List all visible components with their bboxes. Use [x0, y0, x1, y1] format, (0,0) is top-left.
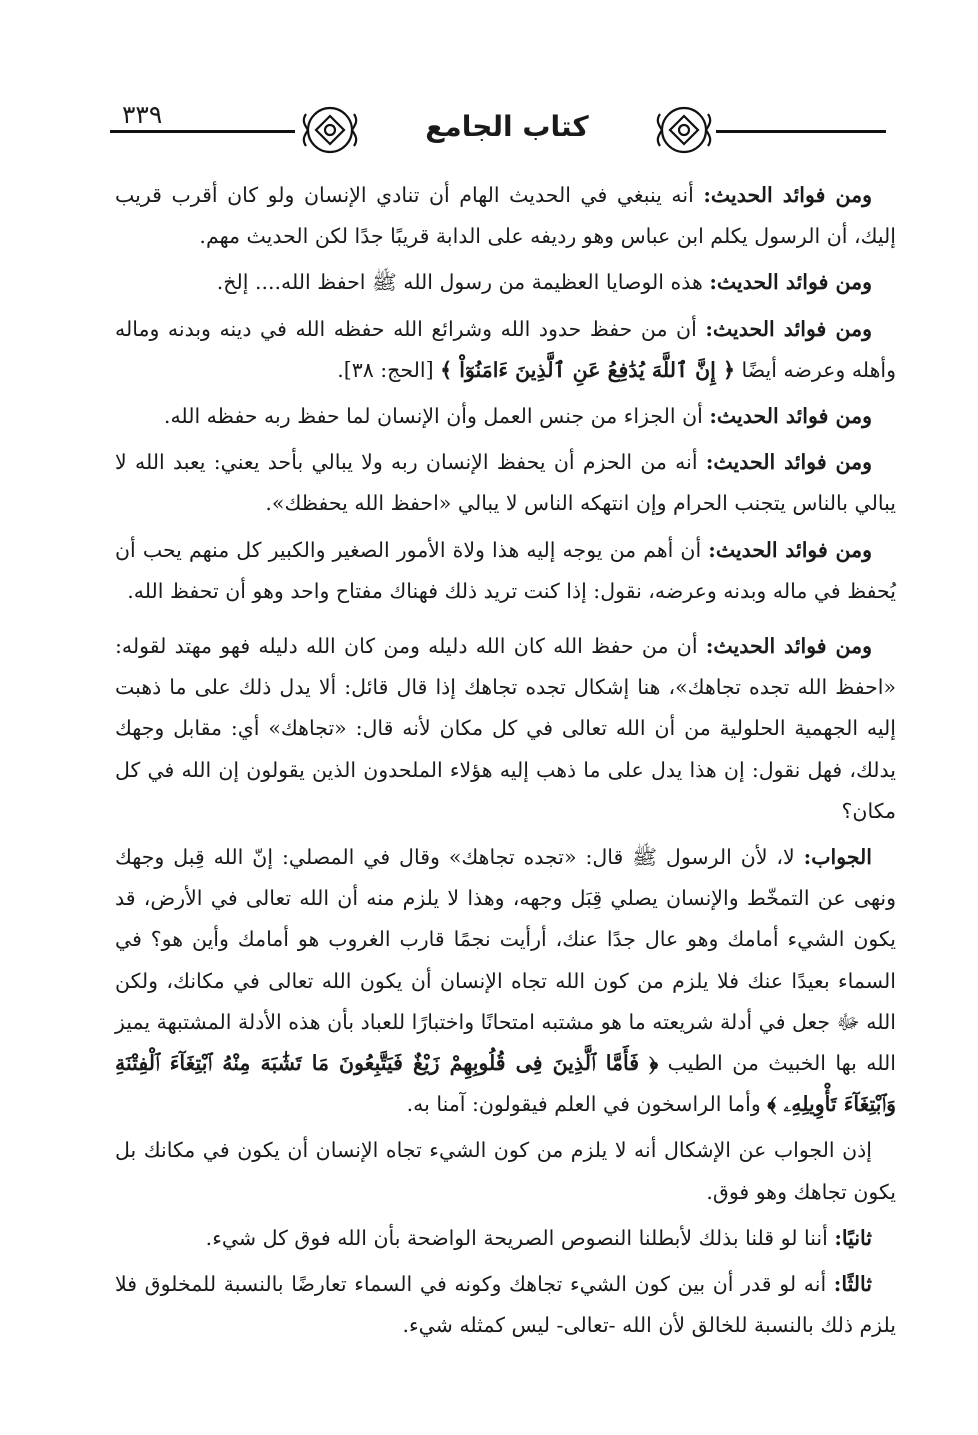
paragraph [115, 1264, 896, 1346]
paragraph-text: أن أهم من يوجه إليه هذا ولاة الأمور الصغير والكبير كل منهم يحب أن يُحفظ في ماله وبدنه وعرضه، نقول: إذا كنت تريد ذلك فهناك مفتاح واحد وهو أن تحفظ الله. [115, 537, 896, 603]
paragraph-tail: وأما الراسخون في العلم فيقولون: آمنا به. [406, 1092, 768, 1117]
quran-verse: ﴿ إِنَّ ٱللَّهَ يُدَٰفِعُ عَنِ ٱلَّذِينَ ءَامَنُوٓاْ ﴾ [440, 357, 735, 382]
paragraph-lead: ومن فوائد الحديث: [709, 404, 872, 429]
paragraph-lead: ومن فوائد الحديث: [708, 537, 872, 562]
paragraph [115, 530, 896, 612]
paragraph-lead: الجواب: [803, 845, 872, 870]
paragraph-lead: ثانيًا: [834, 1225, 872, 1250]
paragraph [115, 175, 896, 257]
paragraph-lead: ومن فوائد الحديث: [705, 450, 872, 475]
paragraph-text: إذن الجواب عن الإشكال أنه لا يلزم من كون الشيء تجاه الإنسان أن يكون في مكانك بل يكون تجاهك وهو فوق. [115, 1138, 896, 1204]
paragraph [115, 1218, 896, 1259]
paragraph [115, 837, 896, 1125]
page-header [110, 96, 886, 166]
page-body [115, 175, 896, 1351]
paragraph [115, 262, 896, 303]
header-rule-left [110, 130, 295, 133]
paragraph-lead: ومن فوائد الحديث: [705, 316, 873, 341]
paragraph-text: أن من حفظ الله كان الله دليله ومن كان الله دليله فهو مهتد لقوله: «احفظ الله تجده تجاهك»، هنا إشكال تجده تجاهك إذا قال قائل: ألا يدل ذلك على ما ذهبت إليه الجهمية الحلولية من أن الله تعالى في كل مكان لأنه قال: «تجاهك» أي: مقابل وجهك يدلك، فهل نقول: إن هذا يدل على ما ذهب إليه هؤلاء الملحدون الذين يقولون إن الله في كل مكان؟ [115, 634, 896, 823]
ornament-left-icon [300, 102, 360, 158]
quran-verse: ﴿ فَأَمَّا ٱلَّذِينَ فِى قُلُوبِهِمْ زَيْغٌ فَيَتَّبِعُونَ مَا تَشَٰبَهَ مِنْهُ ٱبْتِغَآءَ ٱلْفِتْنَةِ وَٱبْتِغَآءَ تَأْوِيلِهِۦ ﴾ [115, 1051, 896, 1117]
paragraph-lead: ومن فوائد الحديث: [705, 634, 872, 659]
paragraph [115, 442, 896, 524]
paragraph-text: أن الجزاء من جنس العمل وأن الإنسان لما حفظ ربه حفظه الله. [163, 404, 710, 429]
paragraph-text: أنه من الحزم أن يحفظ الإنسان ربه ولا يبالي بأحد يعني: يعبد الله لا يبالي بالناس يتجنب الحرام وإن انتهكه الناس لا يبالي «احفظ الله يحفظك». [115, 450, 896, 516]
paragraph-text: أنه ينبغي في الحديث الهام أن تنادي الإنسان ولو كان أقرب قريب إليك، أن الرسول يكلم ابن عباس وهو رديفه على الدابة قريبًا جدًا لكن الحديث مهم. [115, 183, 896, 249]
paragraph-lead: ومن فوائد الحديث: [709, 270, 872, 295]
header-rule-right [716, 130, 886, 133]
ornament-right-icon [654, 102, 714, 158]
paragraph [115, 309, 896, 391]
paragraph-text: أننا لو قلنا بذلك لأبطلنا النصوص الصريحة الواضحة بأن الله فوق كل شيء. [205, 1225, 835, 1250]
paragraph-text: لا، لأن الرسول ﷺ قال: «تجده تجاهك» وقال في المصلي: إنّ الله قِبل وجهك ونهى عن التمخّط والإنسان يصلي قِبَل وجهه، وهذا لا يلزم منه أن الله تعالى في الأرض، قد يكون الشيء أمامك وهو عال جدًا عنك، أرأيت نجمًا قارب الغروب هو أمامك وأين هو؟ في السماء بعيدًا عنك فلا يلزم من كون الله تجاه الإنسان أن يكون الله تعالى في مكانك، ولكن الله ﷻ جعل في أدلة شريعته ما هو مشتبه امتحانًا واختبارًا للعباد بأن هذه الأدلة المشتبهة يميز الله بها الخبيث من الطيب [115, 845, 896, 1076]
paragraph-text: هذه الوصايا العظيمة من رسول الله ﷺ احفظ الله.... إلخ. [216, 270, 710, 295]
paragraph-lead: ومن فوائد الحديث: [703, 183, 872, 207]
page-number: ٣٣٩ [122, 100, 163, 129]
paragraph [115, 626, 896, 832]
paragraph-text: أنه لو قدر أن بين كون الشيء تجاهك وكونه في السماء تعارضًا بالنسبة للمخلوق فلا يلزم ذلك بالنسبة للخالق لأن الله -تعالى- ليس كمثله شيء. [115, 1272, 896, 1338]
paragraph [115, 1130, 896, 1212]
paragraph-lead: ثالثًا: [833, 1272, 872, 1297]
paragraph [115, 396, 896, 437]
paragraph-text: أن من حفظ حدود الله وشرائع الله حفظه الله في دينه وبدنه وماله وأهله وعرضه أيضًا [115, 316, 896, 382]
book-title: كتاب الجامع [425, 110, 589, 143]
verse-reference: [الحج: ٣٨]. [337, 357, 441, 382]
